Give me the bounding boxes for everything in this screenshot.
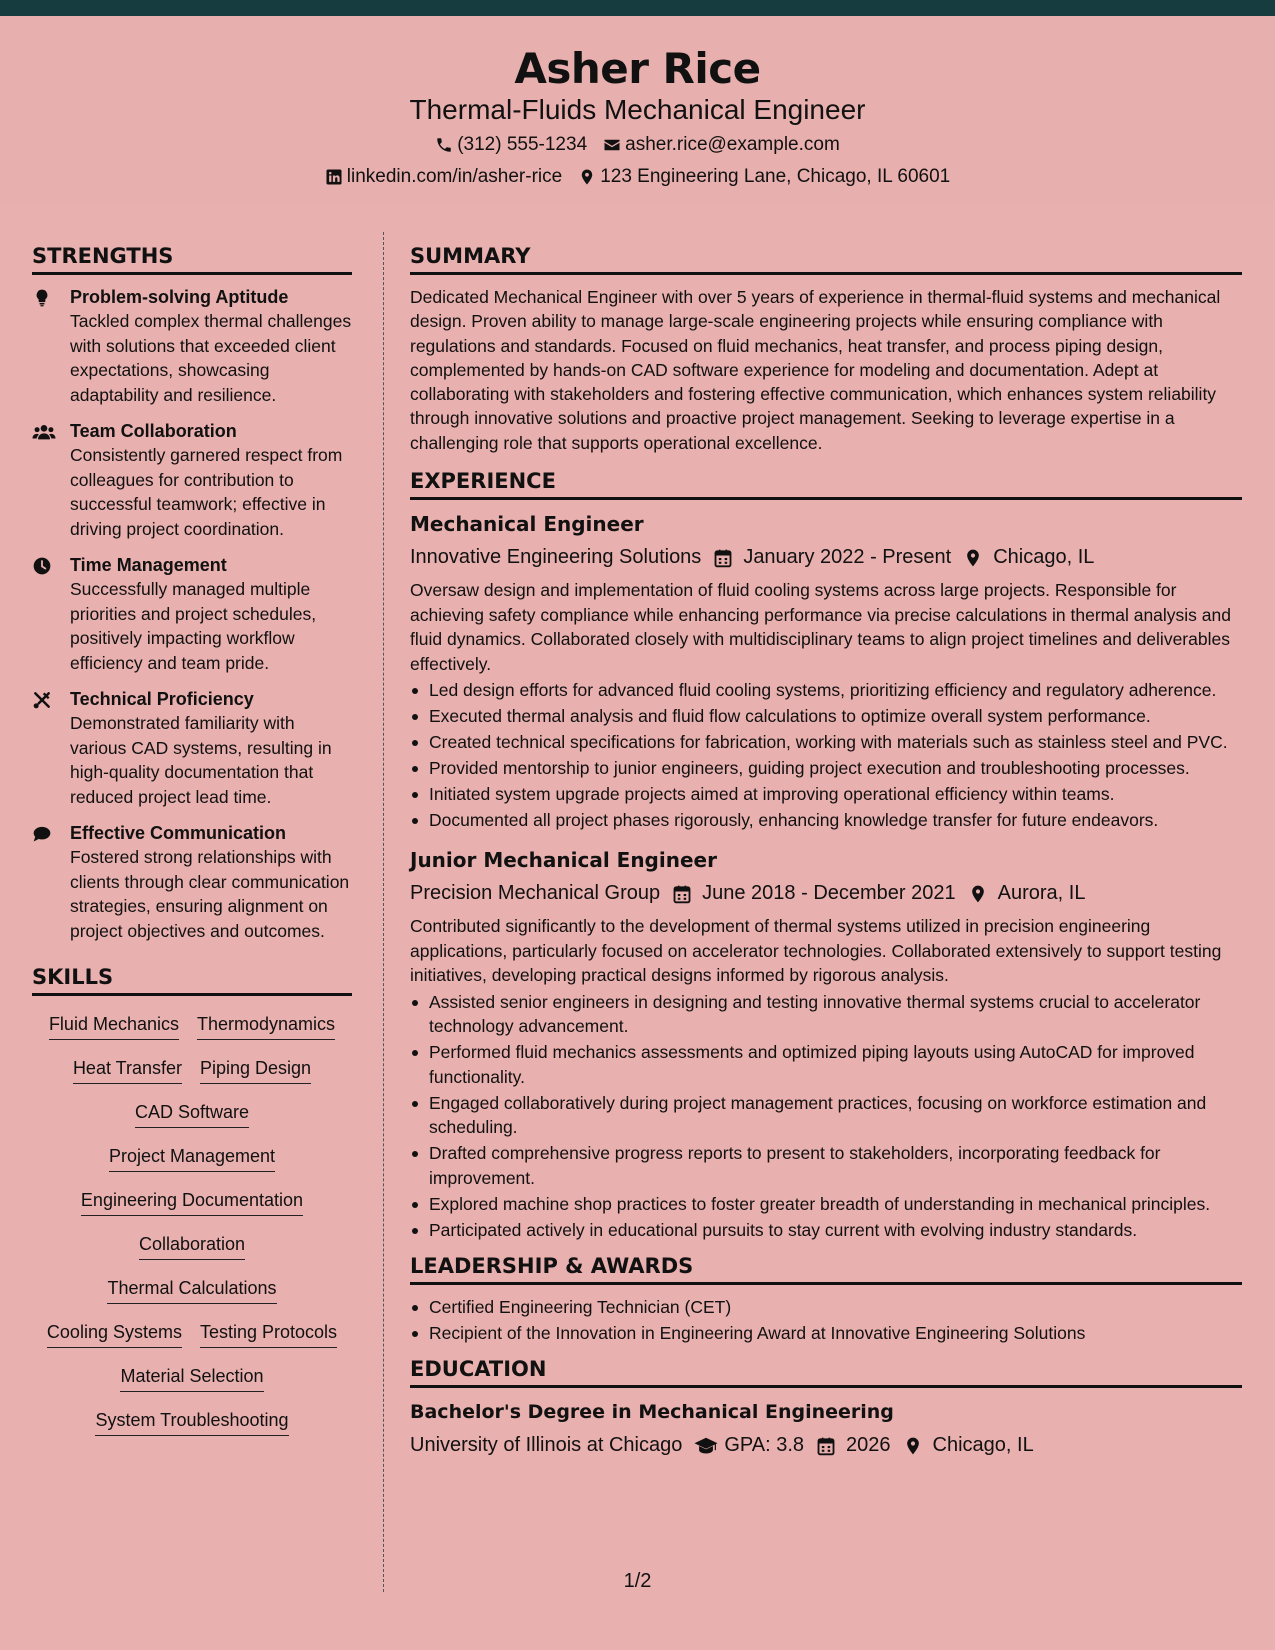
skill-tag: Thermal Calculations	[107, 1274, 276, 1304]
strength-description: Consistently garnered respect from colleagues for contribution to successful teamwork; effective in driving project coordination.	[70, 445, 343, 539]
candidate-name: Asher Rice	[514, 44, 761, 93]
linkedin-text[interactable]: linkedin.com/in/asher-rice	[346, 166, 563, 187]
strength-title: Problem-solving Aptitude	[70, 287, 289, 307]
list-item: Provided mentorship to junior engineers, guiding project execution and troubleshooting processes.	[410, 756, 1242, 781]
resume-header	[0, 16, 1275, 204]
education-location: Chicago, IL	[932, 1433, 1034, 1456]
contact-address	[578, 166, 950, 188]
job-entry	[410, 846, 1242, 1242]
summary-heading: SUMMARY	[410, 244, 1242, 275]
skill-tag: Thermodynamics	[197, 1010, 335, 1040]
list-item: Certified Engineering Technician (CET)	[410, 1295, 1242, 1320]
education-year: 2026	[846, 1433, 891, 1456]
job-entry	[410, 510, 1242, 833]
contact-phone	[435, 134, 587, 156]
education-degree: Bachelor's Degree in Mechanical Engineering	[410, 1400, 894, 1423]
strength-item	[32, 687, 352, 809]
map-pin-icon	[968, 884, 986, 902]
column-divider	[383, 232, 384, 1592]
job-description: Contributed significantly to the development of thermal systems utilized in precision engineering applications, particularly focused on accelerator technologies. Collaborated extensively to support testing initiatives, developing practical designs informed by rigorous analysis.	[410, 916, 1222, 986]
address-text: 123 Engineering Lane, Chicago, IL 60601	[600, 166, 951, 187]
skill-tag: Project Management	[109, 1142, 275, 1172]
job-bullets	[410, 678, 1242, 833]
comment-icon	[32, 821, 70, 943]
map-pin-icon	[963, 548, 981, 566]
contact-row-2	[0, 166, 1275, 188]
job-location: Aurora, IL	[997, 882, 1086, 905]
strength-title: Technical Proficiency	[70, 689, 254, 709]
list-item: Led design efforts for advanced fluid cooling systems, prioritizing efficiency and regulatory adherence.	[410, 678, 1242, 703]
strength-description: Successfully managed multiple priorities and project schedules, positively impacting workflow efficiency and team pride.	[70, 579, 317, 673]
job-meta	[410, 878, 1242, 908]
calendar-icon	[713, 548, 731, 566]
strength-item	[32, 285, 352, 407]
skill-tag: Cooling Systems	[47, 1318, 182, 1348]
job-dates: January 2022 - Present	[743, 546, 952, 569]
contact-row-1	[0, 134, 1275, 156]
skills-heading: SKILLS	[32, 965, 352, 996]
strength-description: Demonstrated familiarity with various CAD systems, resulting in high-quality documentation that reduced project lead time.	[70, 713, 332, 807]
job-role: Mechanical Engineer	[410, 512, 644, 537]
skill-tag: Heat Transfer	[73, 1054, 182, 1084]
skill-tag: Collaboration	[139, 1230, 245, 1260]
strength-description: Fostered strong relationships with clients through clear communication strategies, ensuring alignment on project objectives and outcomes.	[70, 847, 350, 941]
list-item: Performed fluid mechanics assessments and optimized piping layouts using AutoCAD for improved functionality.	[410, 1040, 1242, 1089]
experience-heading: EXPERIENCE	[410, 469, 1242, 500]
email-text[interactable]: asher.rice@example.com	[625, 134, 840, 155]
job-role: Junior Mechanical Engineer	[410, 848, 717, 873]
phone-icon	[435, 136, 453, 154]
tools-icon	[32, 687, 70, 809]
map-pin-icon	[578, 168, 596, 186]
strength-item	[32, 821, 352, 943]
job-dates: June 2018 - December 2021	[702, 882, 956, 905]
awards-list	[410, 1295, 1242, 1346]
list-item: Recipient of the Innovation in Engineering Award at Innovative Engineering Solutions	[410, 1321, 1242, 1346]
job-description: Oversaw design and implementation of fluid cooling systems across large projects. Responsible for achieving safety compliance while enhancing performance via precise calculations in thermal analysis and fluid dynamics. Collaborated closely with multidisciplinary teams to align project timelines and deliverables effectively.	[410, 580, 1231, 674]
clock-icon	[32, 553, 70, 675]
education-school: University of Illinois at Chicago	[410, 1433, 683, 1456]
map-pin-icon	[903, 1436, 921, 1454]
page-number: 1/2	[623, 1570, 652, 1592]
skill-tag: Material Selection	[120, 1362, 263, 1392]
education-meta	[410, 1430, 1242, 1460]
skill-tag: Testing Protocols	[200, 1318, 337, 1348]
right-column	[410, 244, 1242, 1460]
graduation-cap-icon	[694, 1436, 712, 1454]
job-bullets	[410, 990, 1242, 1243]
skills-list	[32, 1006, 352, 1436]
lightbulb-icon	[32, 285, 70, 407]
linkedin-icon	[325, 168, 343, 186]
left-column	[32, 244, 352, 1436]
summary-text: Dedicated Mechanical Engineer with over 5 years of experience in thermal-fluid systems and mechanical design. Proven ability to manage large-scale engineering projects while ensuring compliance with regulations and standards. Focused on fluid mechanics, heat transfer, and process piping design, complemented by hands-on CAD software experience for modeling and documentation. Adept at collaborating with stakeholders and fostering effective communication, which enhances system reliability through innovative solutions and proactive project management. Seeking to leverage expertise in a challenging role that supports operational excellence.	[410, 287, 1221, 453]
list-item: Drafted comprehensive progress reports to present to stakeholders, incorporating feedback for improvement.	[410, 1141, 1242, 1190]
strengths-heading: STRENGTHS	[32, 244, 352, 275]
strength-item	[32, 553, 352, 675]
skill-tag: System Troubleshooting	[95, 1406, 288, 1436]
job-location: Chicago, IL	[993, 546, 1095, 569]
job-company: Innovative Engineering Solutions	[410, 546, 702, 569]
education-gpa: GPA: 3.8	[724, 1433, 805, 1456]
strength-title: Effective Communication	[70, 823, 287, 843]
job-meta	[410, 542, 1242, 572]
list-item: Explored machine shop practices to foster greater breadth of understanding in mechanical principles.	[410, 1192, 1242, 1217]
education-heading: EDUCATION	[410, 1357, 1242, 1388]
users-icon	[32, 419, 70, 541]
contact-linkedin	[325, 166, 562, 188]
candidate-title: Thermal-Fluids Mechanical Engineer	[409, 94, 866, 125]
awards-heading: LEADERSHIP & AWARDS	[410, 1254, 1242, 1285]
contact-email	[603, 134, 840, 156]
envelope-icon	[603, 136, 621, 154]
list-item: Documented all project phases rigorously, enhancing knowledge transfer for future endeavors.	[410, 808, 1242, 833]
list-item: Participated actively in educational pursuits to stay current with evolving industry standards.	[410, 1218, 1242, 1243]
skill-tag: Fluid Mechanics	[49, 1010, 179, 1040]
strength-description: Tackled complex thermal challenges with solutions that exceeded client expectations, showcasing adaptability and resilience.	[70, 311, 352, 405]
skill-tag: Engineering Documentation	[81, 1186, 303, 1216]
list-item: Executed thermal analysis and fluid flow calculations to optimize overall system performance.	[410, 704, 1242, 729]
strength-title: Time Management	[70, 555, 227, 575]
skill-tag: CAD Software	[135, 1098, 249, 1128]
strength-item	[32, 419, 352, 541]
calendar-icon	[816, 1436, 834, 1454]
skill-tag: Piping Design	[200, 1054, 311, 1084]
list-item: Created technical specifications for fabrication, working with materials such as stainless steel and PVC.	[410, 730, 1242, 755]
job-company: Precision Mechanical Group	[410, 882, 661, 905]
list-item: Engaged collaboratively during project management practices, focusing on workforce estimation and scheduling.	[410, 1091, 1242, 1140]
list-item: Assisted senior engineers in designing and testing innovative thermal systems crucial to accelerator technology advancement.	[410, 990, 1242, 1039]
calendar-icon	[672, 884, 690, 902]
phone-text[interactable]: (312) 555-1234	[457, 134, 588, 155]
strength-title: Team Collaboration	[70, 421, 237, 441]
list-item: Initiated system upgrade projects aimed at improving operational efficiency within teams.	[410, 782, 1242, 807]
top-bar	[0, 0, 1275, 16]
